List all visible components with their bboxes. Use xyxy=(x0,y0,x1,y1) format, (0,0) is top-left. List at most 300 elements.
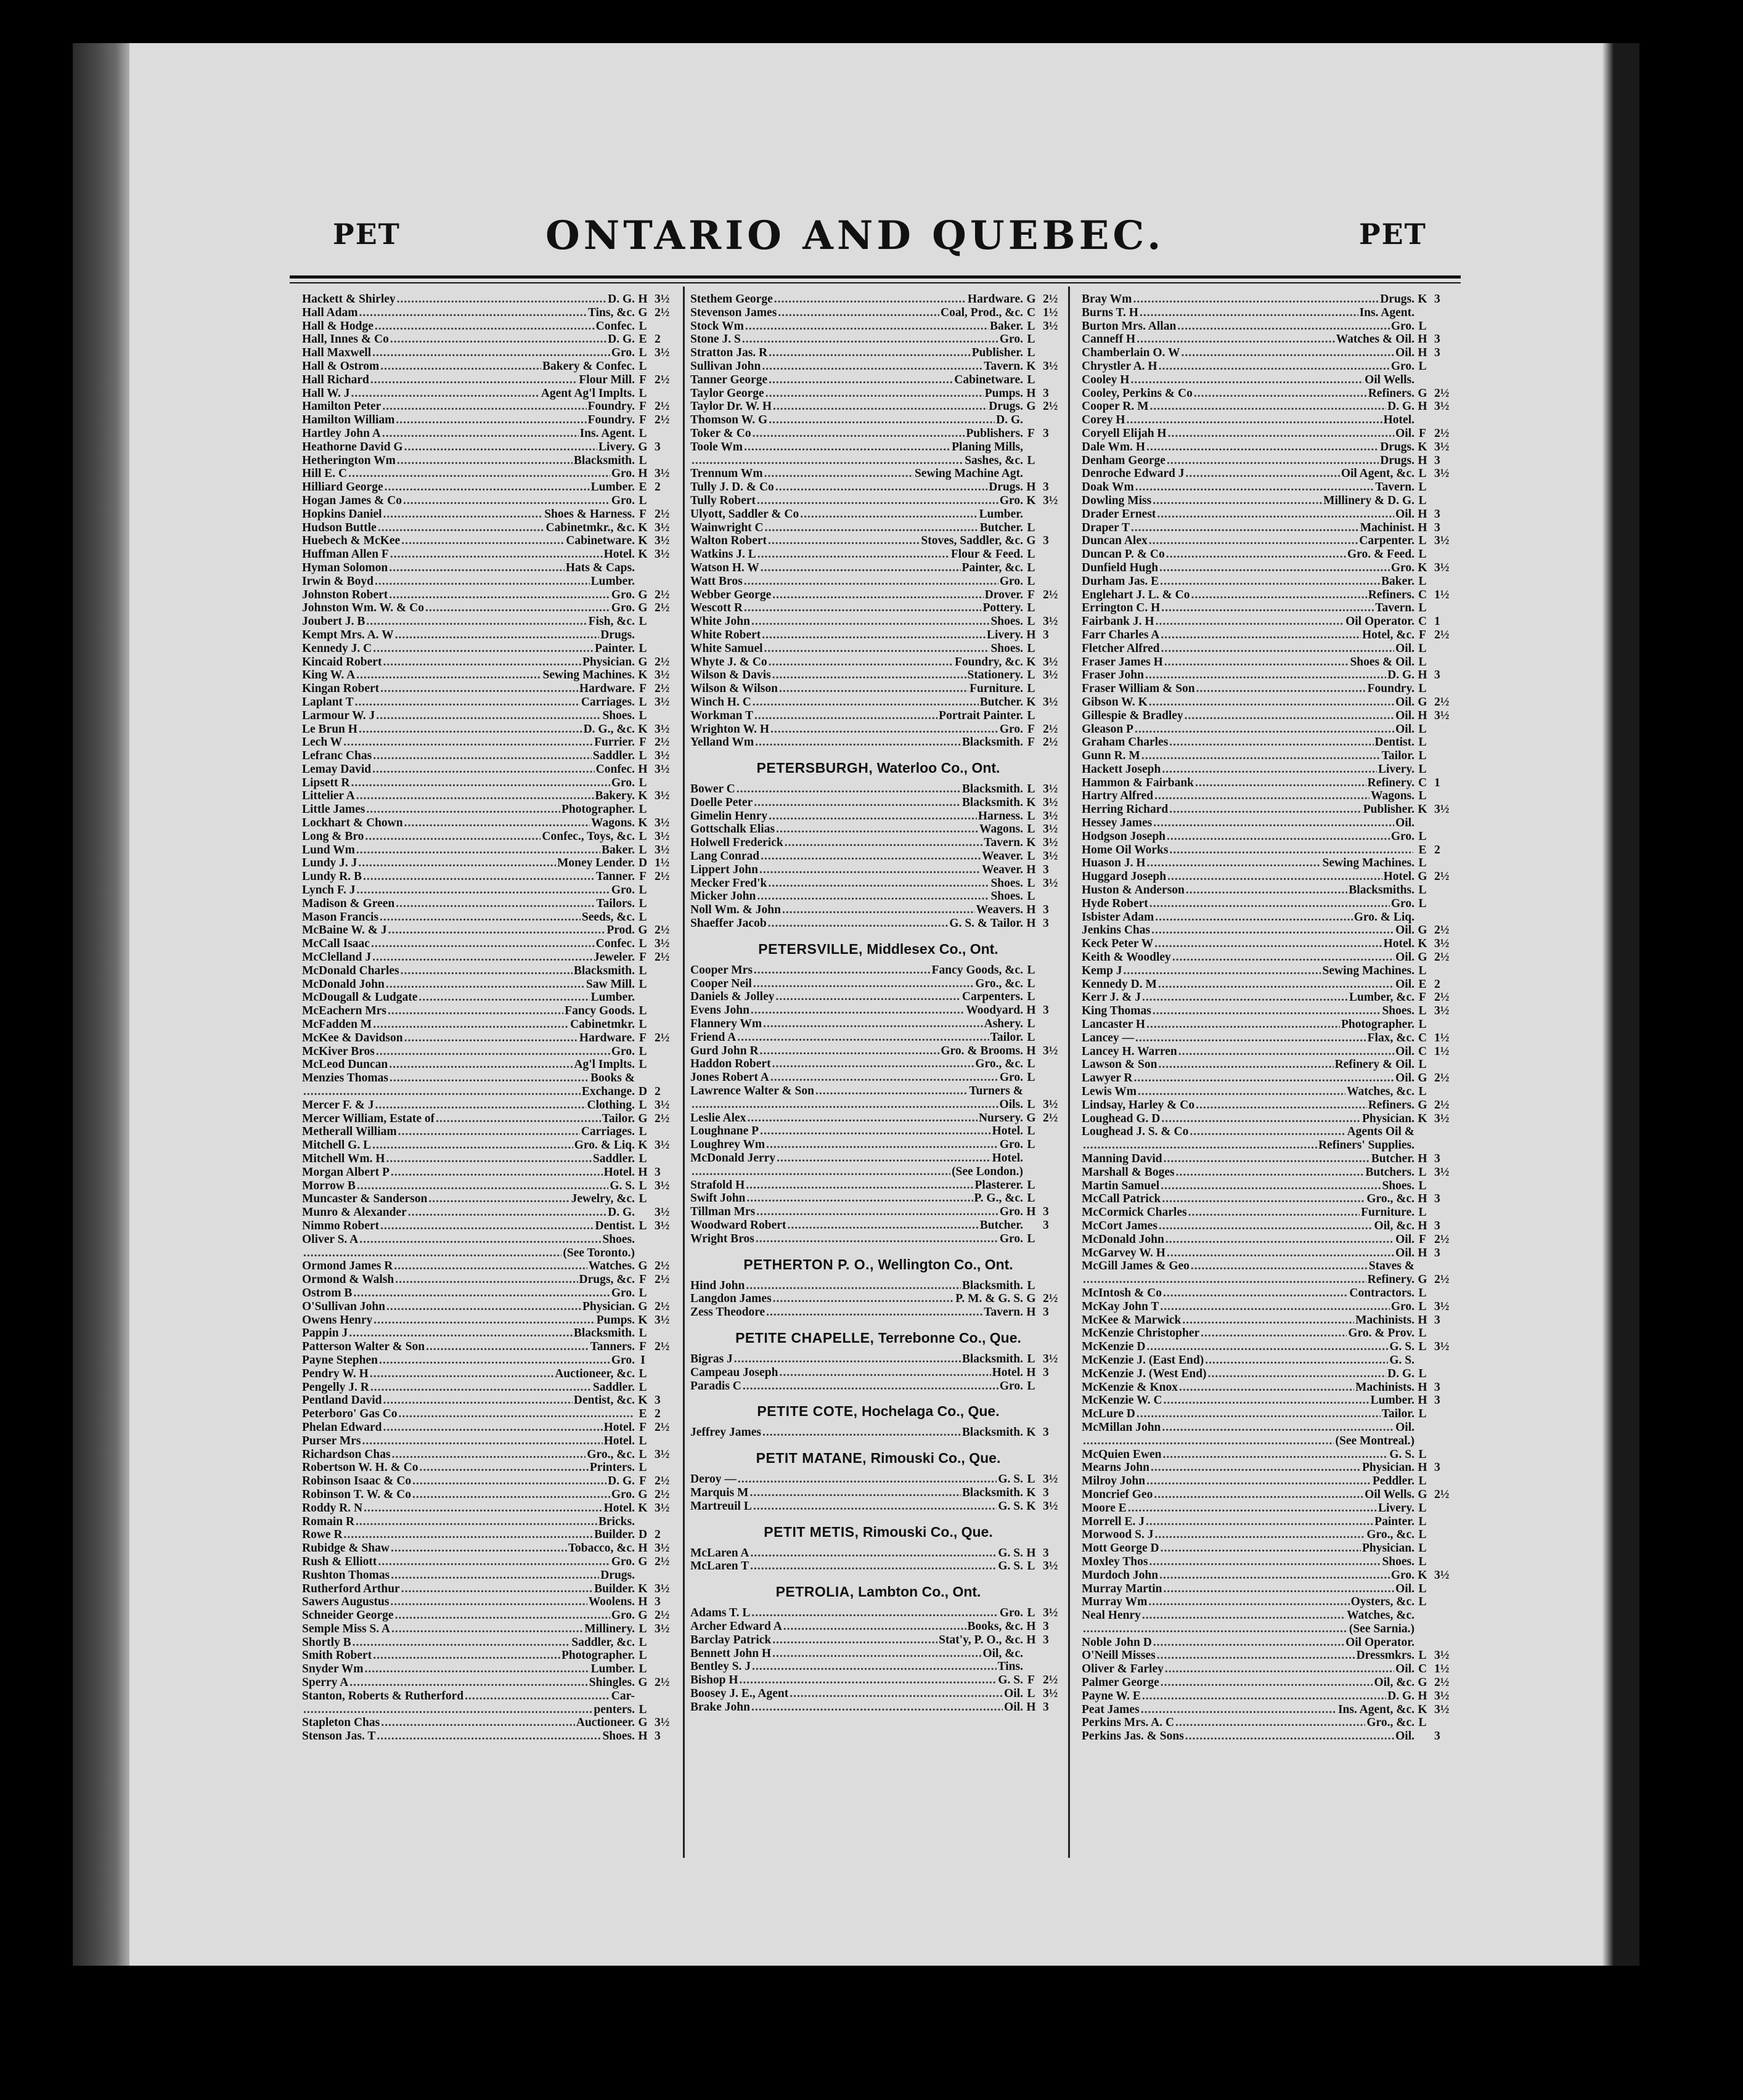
directory-entry xyxy=(302,494,678,508)
entry-rating-letter: L xyxy=(1027,1232,1035,1245)
entry-rating-number: 2½ xyxy=(1043,588,1058,601)
entry-name: Lundy J. J xyxy=(302,857,357,870)
leader-dots xyxy=(1153,1004,1381,1018)
entry-business: Wagons. xyxy=(1371,789,1414,803)
entry-rating-letter: L xyxy=(1418,897,1427,910)
entry-name: McDonald Charles xyxy=(302,964,399,977)
leader-dots xyxy=(388,1004,563,1018)
directory-entry xyxy=(1082,1085,1458,1099)
leader-dots xyxy=(365,1662,590,1676)
leader-dots xyxy=(1148,1595,1349,1609)
directory-entry xyxy=(1082,615,1458,629)
entry-rating-number: 3 xyxy=(1434,521,1440,534)
entry-business: Oysters, &c. xyxy=(1350,1595,1414,1609)
entry-name: Palmer George xyxy=(1082,1676,1159,1690)
leader-dots xyxy=(348,467,610,481)
entry-name: McKenzie W. C xyxy=(1082,1394,1162,1407)
entry-rating-number: 3½ xyxy=(1043,494,1058,507)
entry-rating-letter: L xyxy=(1418,1206,1427,1219)
directory-entry xyxy=(302,1649,678,1662)
directory-entry xyxy=(1082,763,1458,776)
leader-dots xyxy=(744,601,981,615)
leader-dots xyxy=(692,454,963,468)
entry-name: Isbister Adam xyxy=(1082,910,1154,924)
leader-dots xyxy=(753,1500,997,1513)
entry-name: Huffman Allen F xyxy=(302,548,389,561)
entry-rating-number: 2½ xyxy=(655,1676,670,1690)
leader-dots xyxy=(465,1690,610,1703)
entry-name: Wright Bros xyxy=(690,1232,754,1245)
entry-business: Car- xyxy=(611,1689,635,1703)
entry-business: Hardware. xyxy=(579,682,635,696)
entry-rating-letter: L xyxy=(639,426,647,440)
entry-rating-letter: G xyxy=(1418,1098,1427,1112)
directory-entry xyxy=(302,1622,678,1636)
entry-rating-number: 2½ xyxy=(655,1112,670,1125)
entry-name: Micker John xyxy=(690,890,756,903)
entry-business: Books, &c. xyxy=(967,1619,1023,1633)
entry-business: Nursery. xyxy=(978,1111,1023,1125)
leader-dots xyxy=(373,749,592,763)
directory-entry xyxy=(690,1660,1066,1674)
directory-entry xyxy=(302,387,678,401)
leader-dots xyxy=(378,1555,610,1569)
directory-entry xyxy=(1082,293,1458,306)
entry-rating-letter: L xyxy=(1027,1192,1035,1205)
leader-dots xyxy=(760,1125,991,1138)
entry-rating-letter: H xyxy=(1418,521,1427,534)
entry-name: Draper T xyxy=(1082,521,1130,534)
entry-rating-letter: E xyxy=(1418,843,1427,857)
directory-entry xyxy=(690,1500,1066,1513)
entry-name: McKee & Davidson xyxy=(302,1031,403,1044)
directory-entry xyxy=(302,333,678,346)
leader-dots xyxy=(1153,816,1394,830)
entry-name: Herring Richard xyxy=(1082,803,1169,816)
entry-rating-number: 3 xyxy=(1434,1394,1440,1407)
leader-dots xyxy=(1135,1032,1366,1045)
entry-rating-letter: H xyxy=(1026,1306,1036,1319)
entry-name: Lech W xyxy=(302,736,343,749)
locality-name: PETITE CHAPELLE, xyxy=(735,1329,875,1346)
leader-dots xyxy=(769,656,953,669)
leader-dots xyxy=(757,494,998,508)
entry-business: Stoves, Saddler, &c. xyxy=(921,534,1023,548)
entry-rating-number: 1 xyxy=(1434,615,1440,629)
entry-name: Pentland David xyxy=(302,1394,382,1407)
directory-entry xyxy=(1082,1032,1458,1045)
entry-rating-letter: L xyxy=(1418,1340,1427,1354)
entry-name: Lynch F. J xyxy=(302,884,356,897)
leader-dots xyxy=(1146,1515,1373,1529)
directory-entry xyxy=(302,1475,678,1488)
directory-entry xyxy=(302,1394,678,1407)
entry-rating-letter: C xyxy=(1418,776,1427,789)
locality-region: Waterloo Co., Ont. xyxy=(876,760,1000,776)
leader-dots xyxy=(380,682,578,696)
entry-rating-number: 3½ xyxy=(655,534,670,548)
leader-dots xyxy=(1147,857,1321,870)
entry-rating-letter: F xyxy=(639,413,647,427)
entry-rating-number: 3½ xyxy=(655,722,670,736)
directory-entry xyxy=(302,1690,678,1703)
directory-entry xyxy=(302,1555,678,1569)
entry-business: Gro. & Feed. xyxy=(1347,548,1414,561)
entry-name: Shortly B xyxy=(302,1635,351,1649)
leader-dots xyxy=(391,1166,603,1179)
entry-name: Stock Wm xyxy=(690,319,744,333)
leader-dots xyxy=(358,857,556,870)
directory-entry xyxy=(1082,1099,1458,1112)
leader-dots xyxy=(769,346,971,360)
entry-business: Butcher. xyxy=(1371,1152,1414,1165)
entry-rating-number: 3 xyxy=(1434,346,1440,360)
directory-entry xyxy=(302,1139,678,1152)
entry-rating-letter: L xyxy=(1418,1716,1427,1730)
entry-rating-letter: L xyxy=(1418,601,1427,615)
entry-business: Hardware. xyxy=(967,293,1023,306)
entry-business: Hotel. xyxy=(992,1152,1023,1165)
entry-business: Oil. xyxy=(1395,1246,1414,1260)
entry-rating-letter: H xyxy=(1418,1219,1427,1232)
entry-name: Dowling Miss xyxy=(1082,494,1152,507)
leader-dots xyxy=(1083,1273,1366,1287)
directory-entry xyxy=(1082,1381,1458,1394)
entry-business: Clothing. xyxy=(587,1098,635,1112)
directory-entry xyxy=(302,1192,678,1206)
leader-dots xyxy=(1169,736,1373,749)
entry-name: White Samuel xyxy=(690,641,763,655)
entry-name: Farr Charles A xyxy=(1082,628,1160,641)
entry-name: Friend A xyxy=(690,1030,737,1044)
directory-entry xyxy=(1082,1260,1458,1273)
leader-dots xyxy=(1149,897,1390,911)
leader-dots xyxy=(747,1112,978,1125)
entry-business: Ag'l Implts. xyxy=(574,1058,635,1072)
leader-dots xyxy=(1157,1649,1355,1662)
leader-dots xyxy=(768,877,989,890)
entry-business: Planing Mills, xyxy=(952,440,1023,454)
entry-rating-letter: H xyxy=(1026,1205,1036,1219)
entry-name: Kempt Mrs. A. W xyxy=(302,628,394,641)
entry-rating-letter: L xyxy=(1418,641,1427,655)
leader-dots xyxy=(412,1488,610,1502)
leader-dots xyxy=(388,924,606,937)
entry-business: Jeweler. xyxy=(594,951,635,964)
directory-entry xyxy=(690,1380,1066,1393)
entry-rating-number: 2½ xyxy=(655,951,670,964)
entry-name: Dale Wm. H xyxy=(1082,440,1146,454)
entry-rating-number: 2½ xyxy=(1043,400,1058,413)
entry-business: Furniture. xyxy=(1361,1206,1414,1219)
directory-entry xyxy=(302,911,678,924)
entry-name: Johnston Wm. W. & Co xyxy=(302,601,424,615)
entry-name: Lancey — xyxy=(1082,1031,1135,1044)
entry-rating-letter: D xyxy=(638,857,648,870)
column-divider xyxy=(1068,287,1070,1858)
entry-business: Carriages. xyxy=(581,1125,635,1139)
leader-dots xyxy=(395,1273,578,1287)
locality-heading xyxy=(690,1523,1066,1540)
leader-dots xyxy=(762,629,986,642)
leader-dots xyxy=(753,696,979,709)
entry-business: Tailor. xyxy=(1381,749,1414,763)
entry-name: Fraser John xyxy=(1082,669,1144,682)
entry-business: Saddler. xyxy=(592,1152,635,1165)
leader-dots xyxy=(800,508,978,521)
entry-rating-number: 2½ xyxy=(655,682,670,696)
entry-rating-number: 3 xyxy=(1434,1730,1440,1743)
entry-rating-letter: G xyxy=(1418,1676,1427,1690)
entry-name: Watt Bros xyxy=(690,574,743,588)
leader-dots xyxy=(1135,481,1374,494)
entry-business: Gro. xyxy=(611,1044,635,1058)
entry-business: Ashery. xyxy=(984,1017,1023,1031)
leader-dots xyxy=(392,1448,586,1462)
entry-business: Weavers. xyxy=(976,903,1023,917)
entry-business: Tanners. xyxy=(590,1340,635,1354)
entry-rating-letter: F xyxy=(1027,588,1035,601)
entry-business: Shoes & Harness. xyxy=(544,507,635,521)
entry-business: Refiners. xyxy=(1368,386,1414,400)
leader-dots xyxy=(1191,1260,1368,1273)
directory-entry xyxy=(1082,400,1458,413)
leader-dots xyxy=(764,467,913,481)
leader-dots xyxy=(746,1192,973,1205)
entry-rating-letter: G xyxy=(1418,870,1427,884)
directory-entry xyxy=(690,1125,1066,1138)
directory-entry xyxy=(1082,884,1458,897)
directory-entry xyxy=(302,427,678,441)
leader-dots xyxy=(746,1279,961,1293)
entry-rating-letter: L xyxy=(1418,467,1427,481)
entry-name: Dunfield Hugh xyxy=(1082,561,1159,574)
entry-business: Hotel. xyxy=(603,1420,635,1434)
entry-rating-number: 2½ xyxy=(1434,1676,1450,1690)
entry-business: Oil, &c. xyxy=(1374,1676,1414,1690)
leader-dots xyxy=(359,1233,601,1247)
entry-business: Lumber, &c. xyxy=(1349,991,1414,1004)
entry-rating-number: 3½ xyxy=(1043,796,1058,809)
entry-rating-letter: G xyxy=(1418,924,1427,937)
entry-business: Gro. xyxy=(999,1071,1023,1085)
leader-dots xyxy=(375,1099,586,1112)
entry-rating-number: 3 xyxy=(655,1595,661,1609)
directory-entry xyxy=(302,1004,678,1018)
entry-rating-letter: H xyxy=(638,293,648,306)
entry-rating-letter: L xyxy=(639,1380,647,1394)
leader-dots xyxy=(1150,400,1387,413)
leader-dots xyxy=(349,1327,573,1340)
directory-column-1 xyxy=(302,293,678,1743)
leader-dots xyxy=(386,978,585,991)
entry-rating-letter: G xyxy=(638,1676,648,1690)
entry-business: Gro. xyxy=(999,1232,1023,1245)
entry-rating-letter: L xyxy=(1418,1501,1427,1515)
entry-name: Schneider George xyxy=(302,1609,394,1622)
directory-entry xyxy=(1082,1247,1458,1260)
leader-dots xyxy=(738,1473,997,1486)
leader-dots xyxy=(377,1730,601,1743)
entry-business: Livery. xyxy=(598,440,635,454)
entry-name: McCall Isaac xyxy=(302,937,370,951)
entry-rating-letter: L xyxy=(1418,1004,1427,1018)
leader-dots xyxy=(356,844,600,857)
directory-entry xyxy=(302,1515,678,1529)
entry-rating-letter: H xyxy=(1418,1394,1427,1407)
entry-business: Oil. xyxy=(1395,346,1414,360)
entry-rating-number: 1½ xyxy=(1434,588,1450,601)
entry-rating-letter: H xyxy=(1418,333,1427,346)
directory-entry xyxy=(1082,534,1458,548)
directory-entry xyxy=(690,810,1066,823)
entry-rating-number: 2½ xyxy=(1043,736,1058,749)
entry-rating-letter: G xyxy=(1418,386,1427,400)
entry-business: Blacksmith. xyxy=(961,1352,1023,1365)
leader-dots xyxy=(362,1435,602,1448)
directory-entry xyxy=(302,736,678,749)
entry-rating-number: 3 xyxy=(1043,1700,1049,1714)
directory-entry xyxy=(1082,1475,1458,1488)
entry-name: Smith Robert xyxy=(302,1649,372,1662)
entry-rating-letter: L xyxy=(1027,823,1035,836)
directory-entry xyxy=(302,1300,678,1314)
entry-rating-letter: H xyxy=(1418,400,1427,413)
entry-name: Kingan Robert xyxy=(302,682,380,696)
entry-rating-letter: L xyxy=(639,803,647,816)
directory-entry xyxy=(690,682,1066,696)
entry-rating-number: 3 xyxy=(1043,386,1049,400)
directory-entry xyxy=(690,413,1066,427)
leader-dots xyxy=(1153,1636,1344,1650)
directory-entry xyxy=(1082,481,1458,494)
entry-business: Shoes. xyxy=(602,709,635,722)
directory-entry xyxy=(1082,696,1458,709)
directory-entry xyxy=(302,709,678,723)
entry-business: Lumber. xyxy=(590,1662,635,1676)
leader-dots xyxy=(1142,1690,1386,1703)
entry-rating-letter: G xyxy=(638,588,648,601)
entry-rating-number: 2 xyxy=(1434,977,1440,991)
entry-rating-number: 3½ xyxy=(655,467,670,481)
entry-business: Weaver. xyxy=(982,863,1023,876)
entry-name: Leslie Alex xyxy=(690,1111,746,1125)
leader-dots xyxy=(425,601,610,615)
leader-dots xyxy=(372,951,592,964)
entry-business: Gro. & Prov. xyxy=(1348,1327,1414,1340)
entry-rating-number: 3 xyxy=(1043,1619,1049,1633)
directory-entry xyxy=(302,1407,678,1421)
entry-business: Refinery. xyxy=(1367,776,1414,789)
directory-entry xyxy=(690,1486,1066,1500)
leader-dots xyxy=(764,642,990,656)
entry-rating-number: 3½ xyxy=(1434,467,1450,481)
entry-business: D. G. xyxy=(608,1475,635,1488)
entry-rating-letter: C xyxy=(1418,1662,1427,1676)
directory-entry xyxy=(1082,1662,1458,1676)
locality-name: PETROLIA, xyxy=(775,1584,854,1600)
directory-entry xyxy=(690,454,1066,468)
entry-business: P. M. & G. S. xyxy=(955,1292,1023,1306)
leader-dots xyxy=(692,1165,950,1179)
entry-rating-letter: G xyxy=(1418,695,1427,709)
entry-rating-number: 2½ xyxy=(1434,991,1450,1004)
directory-entry xyxy=(1082,857,1458,870)
directory-entry xyxy=(690,669,1066,682)
directory-entry xyxy=(302,830,678,844)
leader-dots xyxy=(401,1582,593,1596)
leader-dots xyxy=(787,1219,978,1232)
entry-rating-number: 3½ xyxy=(1434,534,1450,548)
entry-name: Sullivan John xyxy=(690,359,761,373)
entry-name: Coryell Elijah H xyxy=(1082,426,1167,440)
directory-entry xyxy=(690,796,1066,810)
directory-entry xyxy=(690,373,1066,387)
leader-dots xyxy=(356,789,594,803)
entry-business: Turners & xyxy=(969,1085,1023,1098)
entry-name: Burns T. H xyxy=(1082,306,1138,319)
directory-entry xyxy=(302,1716,678,1730)
entry-name: Errington C. H xyxy=(1082,601,1161,615)
entry-rating-number: 3½ xyxy=(655,1622,670,1635)
entry-name: Moore E xyxy=(1082,1501,1127,1515)
directory-entry xyxy=(690,481,1066,494)
entry-rating-letter: H xyxy=(1418,346,1427,360)
entry-name: Ulyott, Saddler & Co xyxy=(690,507,799,521)
leader-dots xyxy=(303,1703,592,1717)
entry-business: Agents Oil & xyxy=(1347,1125,1414,1139)
directory-entry xyxy=(1082,601,1458,615)
leader-dots xyxy=(1185,709,1394,723)
entry-rating-number: 3½ xyxy=(655,762,670,776)
directory-entry xyxy=(302,1072,678,1085)
entry-business: Oil Operator. xyxy=(1345,615,1414,629)
entry-rating-letter: F xyxy=(1419,1232,1426,1246)
entry-name: Moxley Thos xyxy=(1082,1555,1148,1568)
directory-entry xyxy=(690,360,1066,373)
directory-entry xyxy=(1082,1649,1458,1662)
entry-business: Gro. xyxy=(1390,1568,1414,1582)
entry-rating-letter: L xyxy=(639,615,647,629)
entry-name: Bray Wm xyxy=(1082,293,1132,306)
entry-name: Lewis Wm xyxy=(1082,1085,1137,1099)
entry-business: Gro. xyxy=(611,1286,635,1300)
entry-rating-letter: L xyxy=(1418,829,1427,843)
entry-business: Oil. xyxy=(1395,816,1414,830)
entry-business: Staves & xyxy=(1368,1260,1414,1273)
entry-name: Munro & Alexander xyxy=(302,1206,407,1219)
entry-rating-letter: L xyxy=(639,1461,647,1475)
leader-dots xyxy=(750,1560,997,1573)
entry-name: Robertson W. H. & Co xyxy=(302,1461,418,1475)
entry-business: Gro. xyxy=(999,1205,1023,1219)
entry-business: Tavern. xyxy=(1375,601,1414,615)
entry-name: Peat James xyxy=(1082,1703,1140,1716)
entry-name: King Thomas xyxy=(1082,1004,1151,1018)
entry-rating-letter: L xyxy=(1418,1542,1427,1555)
entry-name: Duncan Alex xyxy=(1082,534,1148,548)
entry-rating-letter: L xyxy=(639,937,647,951)
locality-region: Rimouski Co., Que. xyxy=(870,1450,1001,1467)
locality-heading xyxy=(690,1583,1066,1600)
directory-entry xyxy=(302,789,678,803)
locality-heading xyxy=(690,940,1066,958)
leader-dots xyxy=(436,1112,601,1126)
entry-rating-letter: K xyxy=(638,1394,648,1407)
entry-business: Physician. xyxy=(582,1300,635,1313)
entry-name: Hyde Robert xyxy=(1082,897,1148,910)
directory-entry xyxy=(1082,629,1458,642)
